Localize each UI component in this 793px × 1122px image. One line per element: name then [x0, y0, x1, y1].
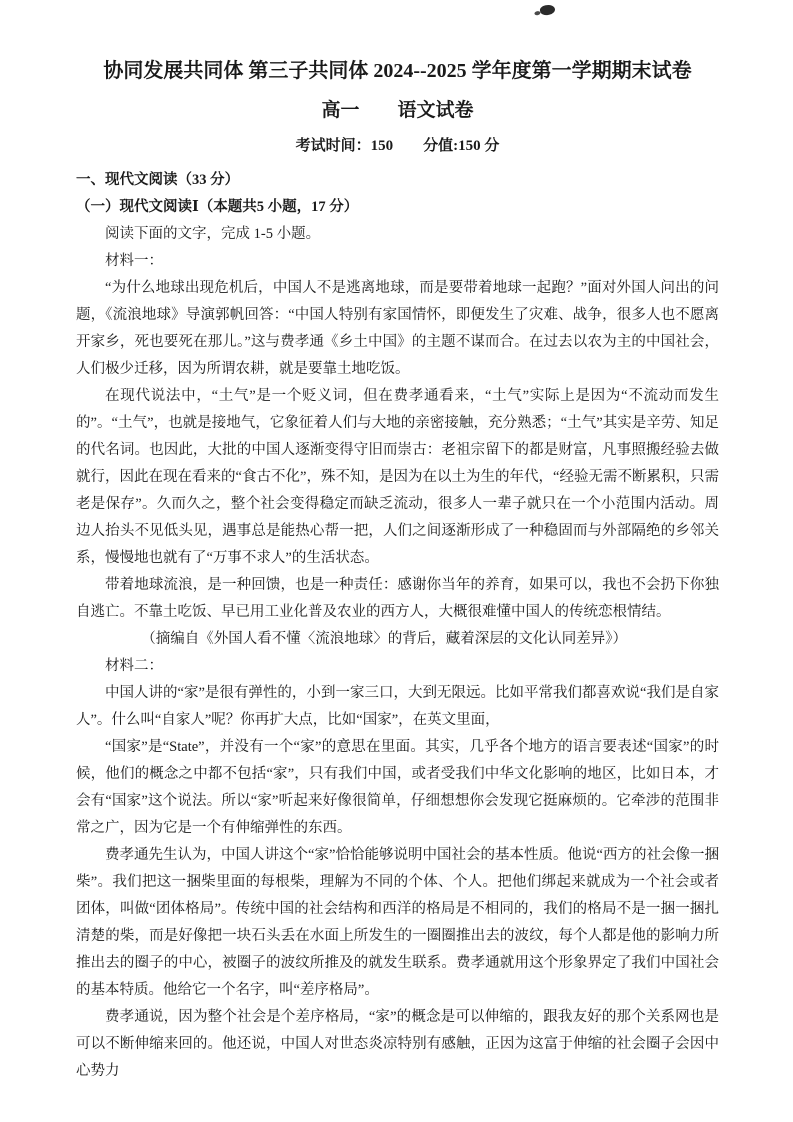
material-two-paragraph-2: “国家”是“State”，并没有一个“家”的意思在里面。其实，几乎各个地方的语言要表述“国家”的时候，他们的概念之中都不包括“家”，只有我们中国，或者受我们中华文化影响的地区，比如日本，才会有“国家”这个说法。所以“家”听起来好像很简单，仔细想想你会发现它挺麻烦的。它牵涉的范围非常之广，因为它是一个有伸缩弹性的东西。 — [76, 739, 719, 836]
section-heading: 一、现代文阅读（33 分） — [76, 172, 240, 188]
scan-artifact-mark — [539, 4, 556, 17]
material-two-paragraph-4: 费孝通说，因为整个社会是个差序格局，“家”的概念是可以伸缩的，跟我友好的那个关系网也是可以不断伸缩来回的。他还说，中国人对世态炎凉特别有感触，正因为这富于伸缩的社会圈子会因中心势力 — [76, 1009, 719, 1079]
material-two-label: 材料二： — [105, 658, 163, 674]
material-one-paragraph-3: 带着地球流浪，是一种回馈，也是一种责任：感谢你当年的养育，如果可以，我也不会扔下你独自逃亡。不靠土吃饭、早已用工业化普及农业的西方人，大概很难懂中国人的传统恋根情结。 — [76, 577, 719, 620]
material-one-paragraph-2: 在现代说法中，“土气”是一个贬义词，但在费孝通看来，“土气”实际上是因为“不流动而发生的”。“土气”，也就是接地气，它象征着人们与大地的亲密接触，充分熟悉；“土气”其实是辛劳、知足的代名词。也因此，大批的中国人逐渐变得守旧而崇古：老祖宗留下的都是财富，凡事照搬经验去做就行，因此在现在看来的“食古不化”，殊不知，是因为在以土为生的年代，“经验无需不断累积，只需老是保存”。久而久之，整个社会变得稳定而缺乏流动，很多人一辈子就只在一个小范围内活动。周边人抬头不见低头见，遇事总是能热心帮一把，人们之间逐渐形成了一种稳固而与外部隔绝的乡邻关系，慢慢地也就有了“万事不求人”的生活状态。 — [76, 388, 719, 566]
exam-subtitle: 高一 语文试卷 — [321, 100, 474, 121]
exam-title: 协同发展共同体 第三子共同体 2024--2025 学年度第一学期期末试卷 — [103, 60, 692, 82]
reading-instruction: 阅读下面的文字，完成 1-5 小题。 — [105, 226, 321, 242]
exam-meta-info: 考试时间：150 分值:150 分 — [295, 138, 500, 154]
material-two-paragraph-1: 中国人讲的“家”是很有弹性的，小到一家三口，大到无限远。比如平常我们都喜欢说“我们是自家人”。什么叫“自家人”呢？你再扩大点，比如“国家”，在英文里面， — [76, 685, 719, 728]
subsection-heading: （一）现代文阅读Ⅰ（本题共5 小题，17 分） — [76, 199, 359, 215]
material-two-paragraph-3: 费孝通先生认为，中国人讲这个“家”恰恰能够说明中国社会的基本性质。他说“西方的社会像一捆柴”。我们把这一捆柴里面的每根柴，理解为不同的个体、个人。把他们绑起来就成为一个社会或者团体，叫做“团体格局”。传统中国的社会结构和西洋的格局是不相同的，我们的格局不是一捆一捆扎清楚的柴，而是好像把一块石头丢在水面上所发生的一圈圈推出去的波纹，每个人都是他的影响力所推出去的圈子的中心，被圈子的波纹所推及的就发生联系。费孝通就用这个形象界定了我们中国社会的基本特质。他给它一个名字，叫“差序格局”。 — [76, 847, 719, 998]
material-one-source-attribution: （摘编自《外国人看不懂〈流浪地球〉的背后，藏着深层的文化认同差异》） — [141, 631, 627, 647]
material-one-paragraph-1: “为什么地球出现危机后，中国人不是逃离地球，而是要带着地球一起跑？”面对外国人问出的问题，《流浪地球》导演郭帆回答：“中国人特别有家国情怀，即便发生了灾难、战争，很多人也不愿离开家乡，死也要死在那儿。”这与费孝通《乡土中国》的主题不谋而合。在过去以农为主的中国社会，人们极少迁移，因为所谓农耕，就是要靠土地吃饭。 — [76, 280, 719, 377]
material-one-label: 材料一： — [105, 253, 163, 269]
